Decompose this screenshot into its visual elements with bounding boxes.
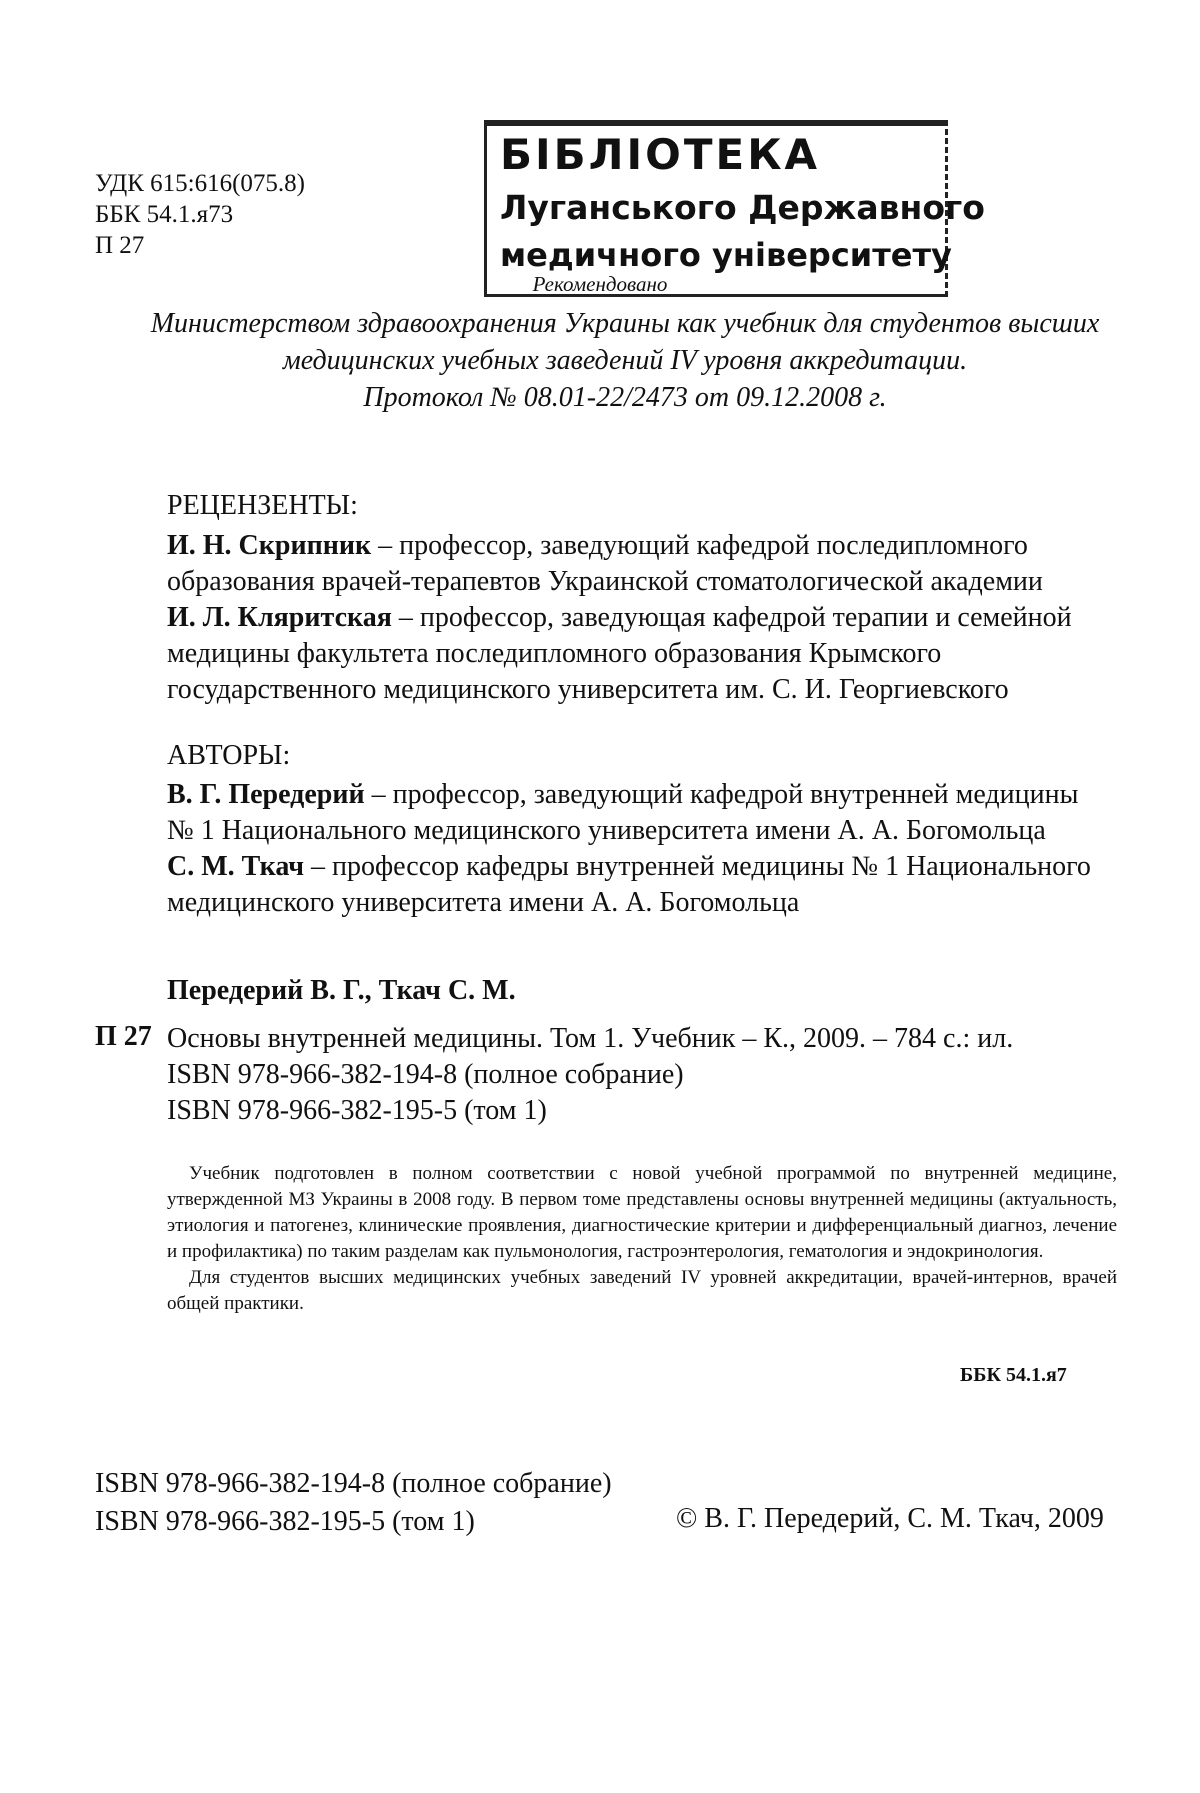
author-2-affiliation: медицинского университета имени А. А. Богомольца [167, 887, 800, 918]
annotation [167, 1161, 1117, 1317]
reviewers-heading: РЕЦЕНЗЕНТЫ: [167, 490, 358, 521]
classification-block [95, 168, 305, 261]
author-2 [167, 849, 1157, 885]
footer-isbn [95, 1465, 612, 1541]
catalog-isbn-volume: ISBN 978-966-382-195-5 (том 1) [167, 1095, 547, 1126]
bbk-code: ББК 54.1.я73 [95, 201, 234, 228]
approval-line-2: медицинских учебных заведений IV уровня аккредитации. [282, 345, 968, 376]
recommended-label: Рекомендовано [532, 272, 668, 296]
annotation-paragraph-1: Учебник подготовлен в полном соответствии с новой учебной программой по внутренней медицине, утвержденной МЗ Украины в 2008 году. В первом томе представлены основы внутренней медицины (актуальность, этиология и патогенез, клинические проявления, диагностические критерии и дифференциальный диагноз, лечение и профилактика) по таким разделам как пульмонология, гастроэнтерология, гематология и эндокринология. [167, 1163, 1117, 1262]
approval-line-1: Министерством здравоохранения Украины как учебник для студентов высших [150, 308, 1100, 339]
ministry-approval [60, 305, 1190, 416]
footer-isbn-volume: ISBN 978-966-382-195-5 (том 1) [95, 1506, 475, 1537]
annotation-bbk: ББК 54.1.я7 [960, 1364, 1067, 1386]
stamp-line-medical: медичного університету [500, 236, 952, 274]
author-1 [167, 777, 1157, 813]
stamp-line-university: Луганського Державного [500, 188, 985, 227]
copyright: © В. Г. Передерий, С. М. Ткач, 2009 [676, 1503, 1104, 1534]
reviewer-2-desc: – профессор, заведующая кафедрой терапии и семейной медицины факультета последипломного образования Крымского государственного медицинского университета им. С. И. Георгиевского [167, 602, 1072, 705]
udk-code: УДК 615:616(075.8) [95, 170, 305, 197]
catalog-title: Основы внутренней медицины. Том 1. Учебник – К., 2009. – 784 с.: ил. [167, 1023, 1014, 1054]
authors-heading: АВТОРЫ: [167, 740, 291, 771]
authors-list [167, 777, 1157, 921]
reviewer-1-desc: – профессор, заведующий кафедрой последипломного образования врачей-терапевтов Украинской стоматологической академии [167, 530, 1043, 597]
stamp-line-library: БІБЛІОТЕКА [500, 130, 821, 179]
reviewer-2-name: И. Л. Кляритская [167, 602, 392, 633]
author-2-desc: – профессор кафедры внутренней медицины № 1 Национального [304, 851, 1091, 882]
catalog-code: П 27 [95, 1021, 152, 1052]
reviewer-2 [167, 600, 1132, 708]
reviewer-1-name: И. Н. Скрипник [167, 530, 372, 561]
author-mark: П 27 [95, 232, 145, 259]
catalog-entry [167, 1021, 1013, 1129]
annotation-paragraph-2: Для студентов высших медицинских учебных заведений IV уровней аккредитации, врачей-интернов, врачей общей практики. [167, 1267, 1117, 1314]
author-1-name: В. Г. Передерий [167, 779, 365, 810]
catalog-isbn-full: ISBN 978-966-382-194-8 (полное собрание) [167, 1059, 684, 1090]
reviewers-list [167, 528, 1132, 708]
author-1-affiliation: № 1 Национального медицинского университета имени А. А. Богомольца [167, 815, 1046, 846]
footer-isbn-full: ISBN 978-966-382-194-8 (полное собрание) [95, 1468, 612, 1499]
author-1-desc: – профессор, заведующий кафедрой внутренней медицины [364, 779, 1079, 810]
catalog-authors: Передерий В. Г., Ткач С. М. [167, 975, 516, 1006]
reviewer-1 [167, 528, 1132, 600]
approval-protocol: Протокол № 08.01-22/2473 от 09.12.2008 г. [363, 382, 887, 413]
author-2-name: С. М. Ткач [167, 851, 305, 882]
